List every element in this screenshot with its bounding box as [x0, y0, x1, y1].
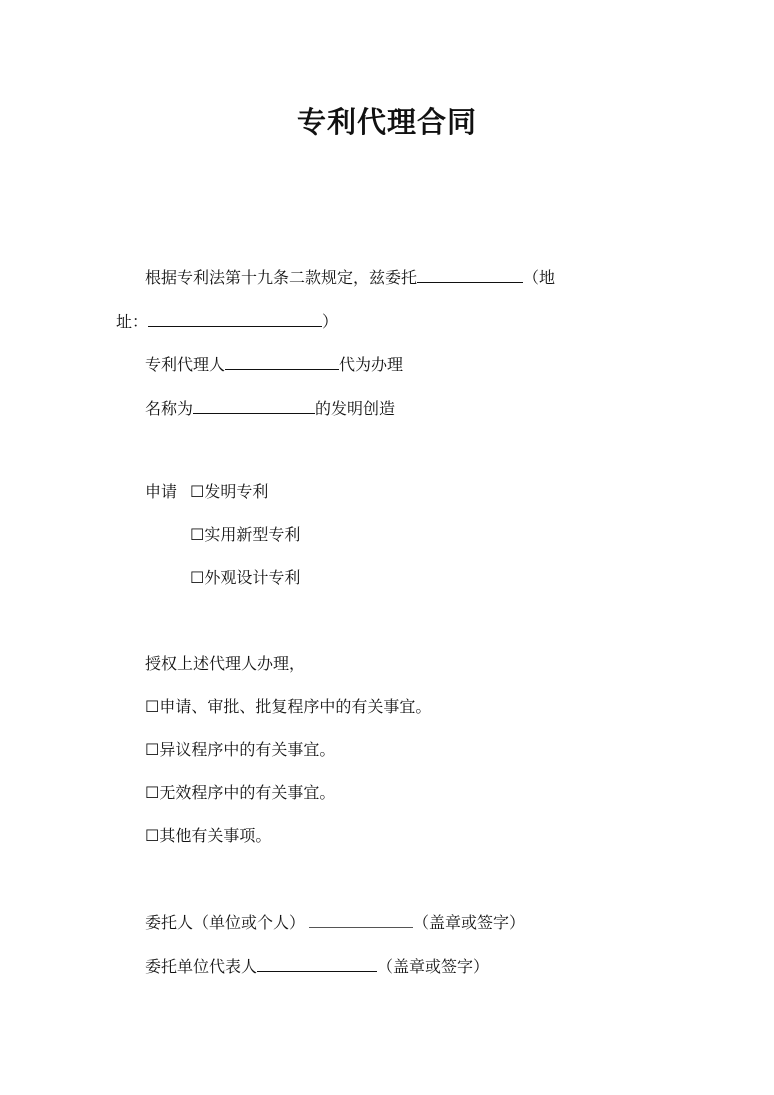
- entrust-prefix: 根据专利法第十九条二款规定，兹委托: [145, 268, 418, 287]
- apply-option-utility[interactable]: [190, 525, 300, 545]
- authorize-item-label: 异议程序中的有关事宜。: [159, 740, 336, 759]
- authorize-item-label: 无效程序中的有关事宜。: [159, 783, 336, 802]
- authorize-item-other[interactable]: [145, 826, 271, 846]
- representative-signature-blank[interactable]: [257, 955, 377, 972]
- agent-line: [145, 353, 403, 375]
- checkbox-icon[interactable]: ☐: [145, 697, 160, 716]
- invention-name-line: [145, 397, 395, 419]
- name-suffix: 的发明创造: [315, 399, 396, 418]
- authorize-item-opposition[interactable]: [145, 740, 335, 760]
- checkbox-icon[interactable]: ☐: [190, 568, 205, 587]
- authorize-item-label: 其他有关事项。: [159, 826, 272, 845]
- address-blank[interactable]: [148, 310, 322, 327]
- address-label: 址：: [116, 312, 149, 331]
- checkbox-icon[interactable]: ☐: [145, 740, 160, 759]
- name-prefix: 名称为: [145, 399, 194, 418]
- representative-seal-note: （盖章或签字）: [377, 957, 490, 976]
- client-seal-note: （盖章或签字）: [413, 913, 526, 932]
- authorize-item-application[interactable]: [145, 697, 431, 717]
- representative-signature-line: [145, 955, 489, 977]
- apply-option-label: 实用新型专利: [204, 525, 301, 544]
- client-signature-line: [145, 911, 525, 933]
- authorize-item-invalidation[interactable]: [145, 783, 335, 803]
- entrustee-blank[interactable]: [417, 266, 523, 283]
- apply-option-design[interactable]: [190, 568, 300, 588]
- checkbox-icon[interactable]: ☐: [145, 783, 160, 802]
- agent-suffix: 代为办理: [339, 355, 404, 374]
- representative-label: 委托单位代表人: [145, 957, 258, 976]
- apply-option-label: 发明专利: [204, 482, 269, 501]
- address-close: ）: [322, 312, 339, 331]
- address-open: （地: [523, 268, 556, 287]
- authorize-intro: 授权上述代理人办理，: [145, 654, 306, 673]
- apply-option-invention[interactable]: [190, 482, 268, 502]
- authorize-item-label: 申请、审批、批复程序中的有关事宜。: [159, 697, 432, 716]
- page-title: 专利代理合同: [296, 105, 477, 139]
- client-signature-blank[interactable]: [309, 911, 413, 928]
- apply-option-label: 外观设计专利: [204, 568, 301, 587]
- client-label: 委托人（单位或个人）: [145, 913, 306, 932]
- apply-line: [145, 482, 177, 502]
- checkbox-icon[interactable]: ☐: [190, 525, 205, 544]
- agent-prefix: 专利代理人: [145, 355, 226, 374]
- agent-blank[interactable]: [225, 353, 339, 370]
- invention-name-blank[interactable]: [193, 397, 315, 414]
- entrust-line: [145, 266, 555, 288]
- checkbox-icon[interactable]: ☐: [145, 826, 160, 845]
- checkbox-icon[interactable]: ☐: [190, 482, 205, 501]
- apply-label: 申请: [145, 482, 178, 501]
- address-line: [116, 310, 338, 332]
